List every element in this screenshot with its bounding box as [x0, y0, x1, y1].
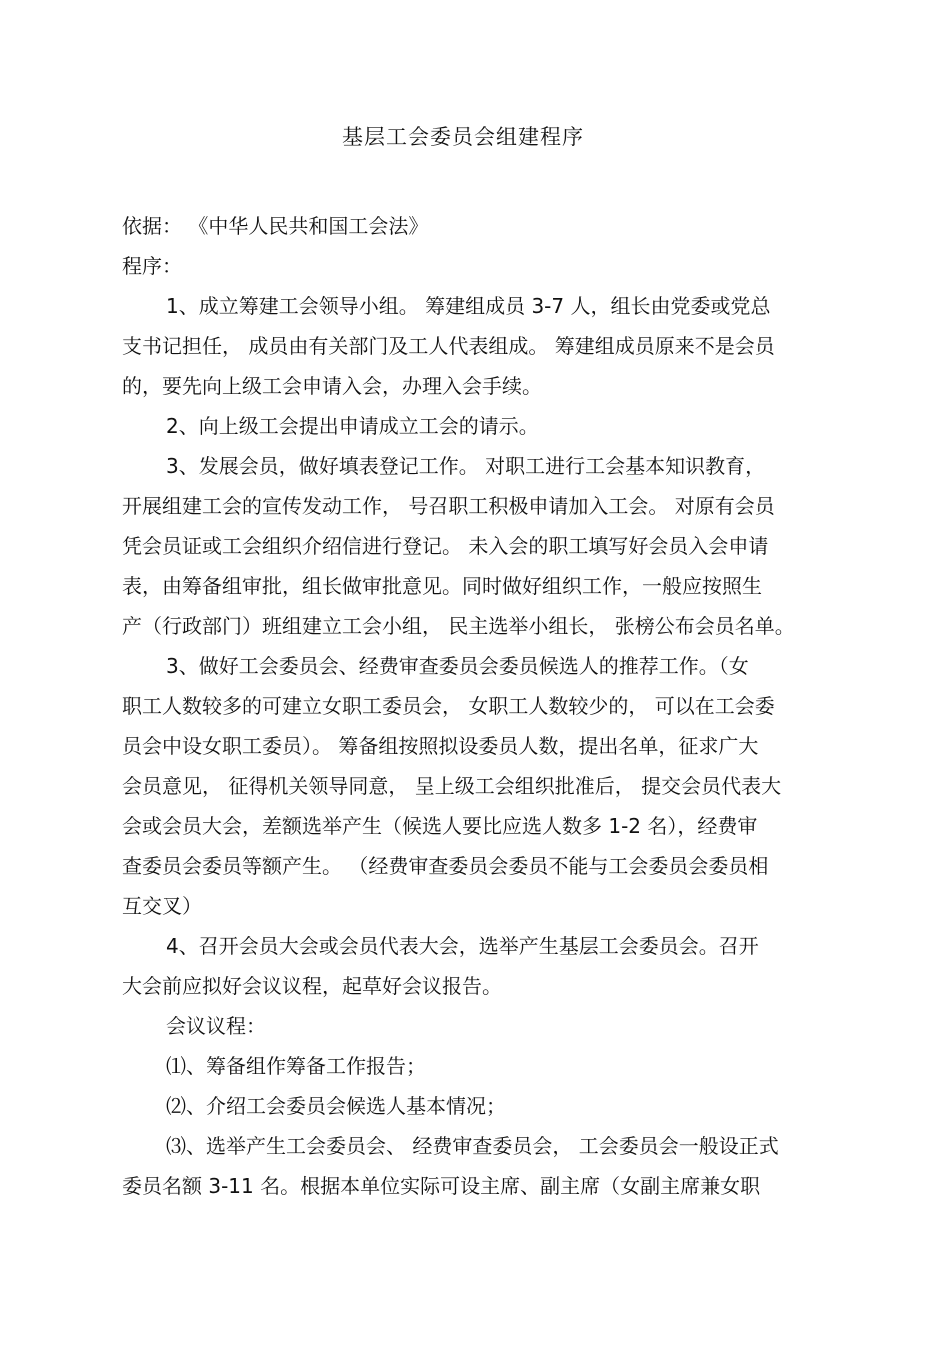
- text-line: ⑵、介绍工会委员会候选人基本情况；: [166, 1094, 506, 1118]
- text-line: 职工人数较多的可建立女职工委员会， 女职工人数较少的， 可以在工会委: [122, 694, 775, 718]
- text-line: 员会中设女职工委员）。 筹备组按照拟设委员人数，提出名单，征求广大: [122, 734, 759, 758]
- text-line: 开展组建工会的宣传发动工作， 号召职工积极申请加入工会。 对原有会员: [122, 494, 775, 518]
- text-line: 的，要先向上级工会申请入会，办理入会手续。: [122, 374, 542, 398]
- text-line: 程序：: [122, 254, 182, 278]
- text-line: 表，由筹备组审批，组长做审批意见。同时做好组织工作，一般应按照生: [122, 574, 762, 598]
- text-line: 会员意见， 征得机关领导同意， 呈上级工会组织批准后， 提交会员代表大: [122, 774, 782, 798]
- text-line: 依据： 《中华人民共和国工会法》: [122, 214, 429, 238]
- text-line: 凭会员证或工会组织介绍信进行登记。 未入会的职工填写好会员入会申请: [122, 534, 769, 558]
- text-line: 大会前应拟好会议议程，起草好会议报告。: [122, 974, 502, 998]
- document-body: [122, 206, 832, 1206]
- text-line: 3、发展会员，做好填表登记工作。 对职工进行工会基本知识教育，: [166, 454, 766, 478]
- text-line: 互交叉）: [122, 894, 202, 918]
- text-line: 会议议程：: [166, 1014, 266, 1038]
- text-line: ⑶、选举产生工会委员会、 经费审查委员会， 工会委员会一般设正式: [166, 1134, 779, 1158]
- text-line: 2、向上级工会提出申请成立工会的请示。: [166, 414, 539, 438]
- text-line: 查委员会委员等额产生。 （经费审查委员会委员不能与工会委员会委员相: [122, 854, 769, 878]
- text-line: 会或会员大会，差额选举产生（候选人要比应选人数多 1-2 名），经费审: [122, 814, 758, 838]
- text-line: 支书记担任， 成员由有关部门及工人代表组成。 筹建组成员原来不是会员: [122, 334, 775, 358]
- text-line: 委员名额 3-11 名。根据本单位实际可设主席、副主席（女副主席兼女职: [122, 1174, 761, 1198]
- text-line: 1、成立筹建工会领导小组。 筹建组成员 3-7 人，组长由党委或党总: [166, 294, 771, 318]
- document-title: 基层工会委员会组建程序: [342, 125, 584, 149]
- text-line: 4、召开会员大会或会员代表大会，选举产生基层工会委员会。召开: [166, 934, 759, 958]
- text-line: 3、做好工会委员会、经费审查委员会委员候选人的推荐工作。（女: [166, 654, 749, 678]
- text-line: ⑴、筹备组作筹备工作报告；: [166, 1054, 426, 1078]
- text-line: 产（行政部门）班组建立工会小组， 民主选举小组长， 张榜公布会员名单。: [122, 614, 795, 638]
